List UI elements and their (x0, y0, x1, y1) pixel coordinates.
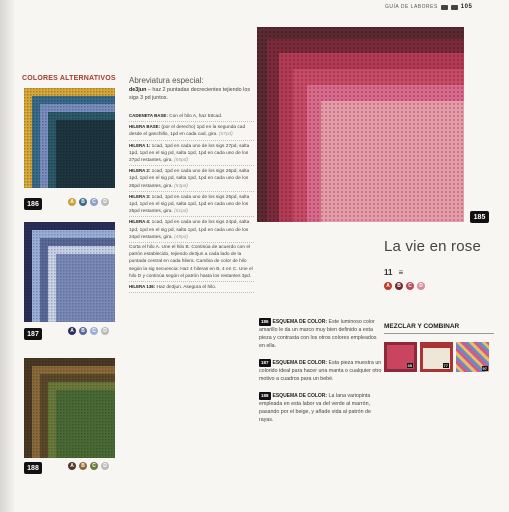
step-label: HILERA 3: (129, 193, 151, 199)
step-note: (57pd) (218, 132, 233, 138)
swatch-188-badge: 188 (24, 462, 42, 474)
step-text: (por el derecho) 1pd en la segunda cad desde el ganchillo, 1pd en cada cad, gira. (129, 125, 246, 138)
alt-colors-title: COLORES ALTERNATIVOS (22, 75, 116, 82)
dot-d: D (101, 462, 109, 470)
page-number: 105 (460, 4, 473, 10)
step-note: (55pd) (174, 158, 188, 164)
needle-info (384, 268, 403, 277)
bookmark-icon (451, 5, 458, 10)
step-text: 1cad, 1pd en cada uno de los sigs 24pd, salta 1pd, 1pd en el sig pd, salta 1pd, 1pd en cada uno de los 24pd restantes, gira. (129, 220, 250, 240)
scheme-badge: 187 (261, 360, 269, 365)
step-label: HILERA 4: (129, 219, 151, 225)
scheme-badge: 186 (261, 319, 269, 324)
step-list (129, 111, 254, 293)
mix-title: MEZCLAR Y COMBINAR (384, 323, 494, 334)
step-row (129, 243, 254, 282)
step-text: Corta el hilo A. Une el hilo B. Continúa de acuerdo con el patrón establecido, tejiendo de3jun a cada lado de la puntada central en cada hilera. Cambia de color de hilo según la sig secuencia: Haz 4 hileras en B, 4 en C. Une el hilo D y continúa según el patrón hasta los restantes 3pd. (129, 245, 253, 279)
step-text: 1cad, 1pd en cada uno de los sigs 26pd, salta 1pd, 1pd en el sig pd, salta 1pd, 1pd en cada uno de los 26pd restantes, gira. (129, 169, 250, 189)
dot-c: C (406, 282, 414, 290)
dot-b: B (79, 462, 87, 470)
dot-b: B (79, 327, 87, 335)
dot-d: D (417, 282, 425, 290)
scheme-label: ESQUEMA DE COLOR: (272, 393, 328, 399)
step-row (129, 282, 254, 293)
dot-a: A (384, 282, 392, 290)
dot-a: A (68, 327, 76, 335)
pattern-instructions (129, 76, 254, 293)
step-row (129, 217, 254, 243)
scheme-text: La lana variopinta empleada en esta labor va del verde al marrón, pasando por el beige, y añade vida al patrón de rayas. (259, 393, 371, 423)
book-icon (441, 5, 448, 10)
step-text: 1cad, 1pd en cada uno de los sigs 27pd, salta 1pd, 1pd en el sig pd, salta 1pd, 1pd en cada uno de los 27pd restantes, gira. (129, 143, 250, 164)
step-row (129, 141, 254, 167)
abbreviation-desc: – haz 2 puntadas decrecientes tejiendo los sigs 3 pd juntos. (129, 87, 251, 101)
step-note: (53pd) (174, 183, 188, 189)
mix-badge: 77 (443, 363, 448, 368)
step-label: CADENETA BASE: (129, 113, 168, 118)
swatch-186-badge: 186 (24, 198, 42, 210)
dot-a: A (68, 462, 76, 470)
mix-thumbnail (420, 342, 453, 372)
step-row (129, 122, 254, 140)
swatch-188-image (24, 358, 115, 458)
mix-thumbnail (384, 342, 417, 372)
page-spine (0, 0, 14, 512)
main-sample-badge: 185 (470, 211, 489, 223)
step-note: (49pd) (174, 234, 188, 240)
swatch-187-image (24, 222, 115, 322)
dot-c: C (90, 462, 98, 470)
swatch-187 (24, 222, 115, 327)
scheme-item (259, 318, 383, 350)
scheme-text: Esta pieza muestra un colorido ideal para hacer una manta o cualquier otro motivo a cuadros para un bebé. (259, 360, 382, 382)
scheme-badge: 188 (261, 393, 269, 398)
mix-badge: 35 (407, 363, 412, 368)
abbreviation-title: Abreviatura especial: (129, 76, 204, 85)
dot-d: D (101, 327, 109, 335)
step-row (129, 192, 254, 218)
step-label: HILERA 1: (129, 142, 151, 148)
swatch-188-dots (68, 462, 109, 470)
mix-and-match (384, 323, 494, 372)
dot-b: B (79, 198, 87, 206)
step-text: Haz de3jun. Asegura el hilo. (155, 285, 217, 291)
page-header (385, 2, 509, 12)
mix-row (384, 342, 494, 372)
swatch-187-badge: 187 (24, 328, 42, 340)
swatch-186-image (24, 88, 115, 188)
scheme-label: ESQUEMA DE COLOR: (272, 319, 328, 325)
step-label: HILERA 136: (129, 284, 156, 290)
step-note: (51pd) (174, 209, 188, 215)
scheme-text: Este luminoso color amarillo le da un marco muy bien definido a esta pieza y contrasta con los otros colores empleados en ella. (259, 319, 377, 349)
swatch-188 (24, 358, 115, 463)
color-schemes (259, 318, 383, 433)
step-text: 1cad, 1pd en cada uno de los sigs 25pd, salta 1pd, 1pd en el sig pd, salta 1pd, 1pd en cada uno de los 25pd restantes, gira. (129, 194, 250, 215)
step-label: HILERA 2: (129, 168, 151, 174)
scheme-item (259, 359, 383, 383)
abbreviation-term: de3jun (129, 87, 147, 93)
scheme-label: ESQUEMA DE COLOR: (272, 360, 328, 366)
step-row (129, 166, 254, 192)
abbreviation-body (129, 86, 254, 102)
mix-badge: 97 (482, 366, 487, 371)
step-text: Con el hilo A, haz 58cad. (167, 114, 223, 119)
swatch-187-dots (68, 327, 109, 335)
crochet-hook-icon: ≡ (398, 268, 404, 277)
step-label: HILERA BASE: (129, 124, 161, 130)
hook-size: 11 (384, 268, 393, 277)
mix-thumbnail (456, 342, 489, 372)
dot-a: A (68, 198, 76, 206)
section-title: GUÍA DE LABORES (385, 4, 438, 10)
swatch-186-dots (68, 198, 109, 206)
swatch-186 (24, 88, 115, 193)
dot-b: B (395, 282, 403, 290)
main-sample-image (257, 27, 464, 222)
pattern-title: La vie en rose (384, 238, 482, 255)
step-row (129, 111, 254, 122)
scheme-item (259, 392, 383, 424)
dot-c: C (90, 198, 98, 206)
dot-d: D (101, 198, 109, 206)
dot-c: C (90, 327, 98, 335)
main-sample-dots (384, 282, 425, 290)
